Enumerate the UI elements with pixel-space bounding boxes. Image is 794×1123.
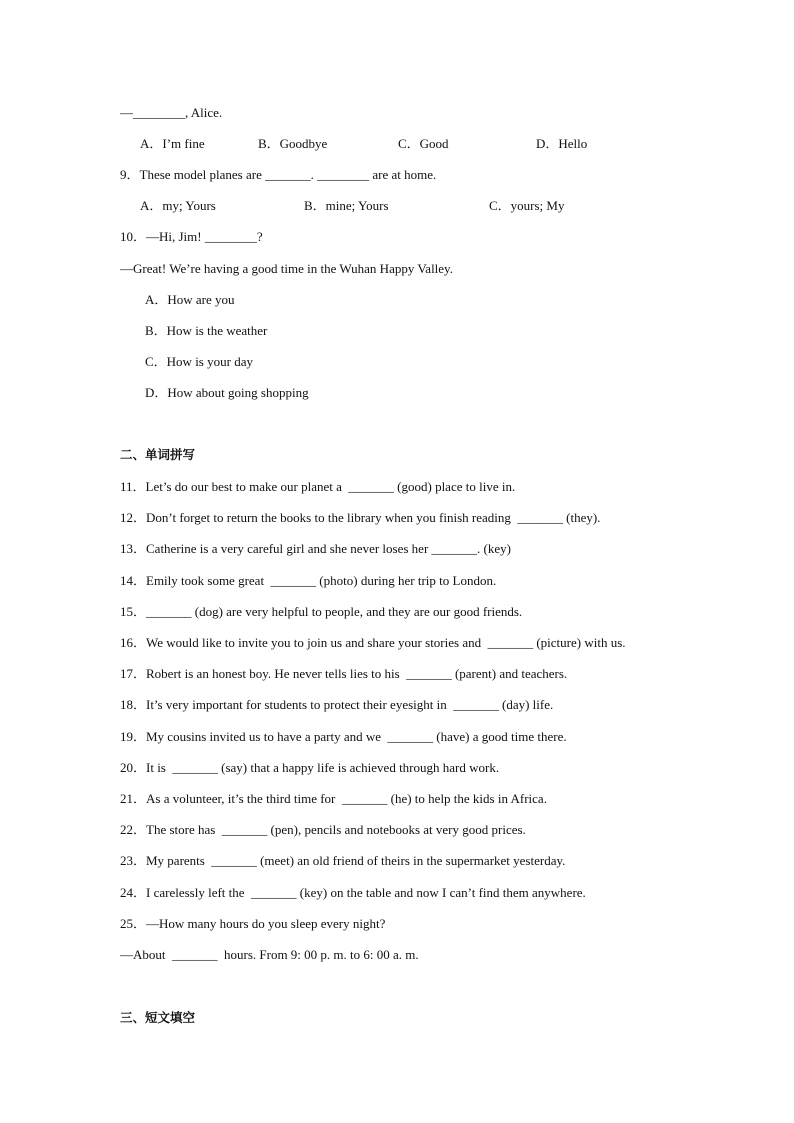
question-24: 24．I carelessly left the _______ (key) on the table and now I can’t find them anywhere. [120,885,586,900]
section-heading-spelling: 二、单词拼写 [120,447,196,462]
question-23: 23．My parents _______ (meet) an old friend of theirs in the supermarket yesterday. [120,853,566,868]
question-19: 19．My cousins invited us to have a party and we _______ (have) a good time there. [120,729,567,744]
question-8-reply: —________, Alice. [120,105,223,120]
question-9-option-b: B．mine; Yours [304,198,389,213]
question-8-option-a: A．I’m fine [140,136,205,151]
question-15: 15．_______ (dog) are very helpful to people, and they are our good friends. [120,604,523,619]
question-10-option-d: D．How about going shopping [145,385,309,400]
question-8-option-c: C．Good [398,136,449,151]
question-10-option-c: C．How is your day [145,354,253,369]
question-11: 11．Let’s do our best to make our planet a _______ (good) place to live in. [120,479,516,494]
question-8-option-d: D．Hello [536,136,588,151]
question-10-option-b: B．How is the weather [145,323,268,338]
question-21: 21．As a volunteer, it’s the third time for _______ (he) to help the kids in Africa. [120,791,547,806]
question-20: 20．It is _______ (say) that a happy life is achieved through hard work. [120,760,500,775]
question-16: 16．We would like to invite you to join us and share your stories and _______ (picture) with us. [120,635,626,650]
question-10-reply: —Great! We’re having a good time in the Wuhan Happy Valley. [120,261,453,276]
section-heading-passage-fill: 三、短文填空 [120,1010,196,1025]
question-12: 12．Don’t forget to return the books to the library when you finish reading _______ (they). [120,510,601,525]
question-18: 18．It’s very important for students to protect their eyesight in _______ (day) life. [120,697,554,712]
question-9: 9．These model planes are _______. ________ are at home. [120,167,437,182]
question-8-option-b: B．Goodbye [258,136,328,151]
question-25-reply: —About _______ hours. From 9: 00 p. m. to 6: 00 a. m. [120,947,419,962]
question-9-option-a: A．my; Yours [140,198,216,213]
question-14: 14．Emily took some great _______ (photo) during her trip to London. [120,573,497,588]
question-25: 25．—How many hours do you sleep every night? [120,916,386,931]
question-13: 13．Catherine is a very careful girl and she never loses her _______. (key) [120,541,511,556]
question-22: 22．The store has _______ (pen), pencils and notebooks at very good prices. [120,822,526,837]
question-10: 10．—Hi, Jim! ________? [120,229,263,244]
question-17: 17．Robert is an honest boy. He never tells lies to his _______ (parent) and teachers. [120,666,568,681]
question-10-option-a: A．How are you [145,292,235,307]
question-9-option-c: C．yours; My [489,198,565,213]
